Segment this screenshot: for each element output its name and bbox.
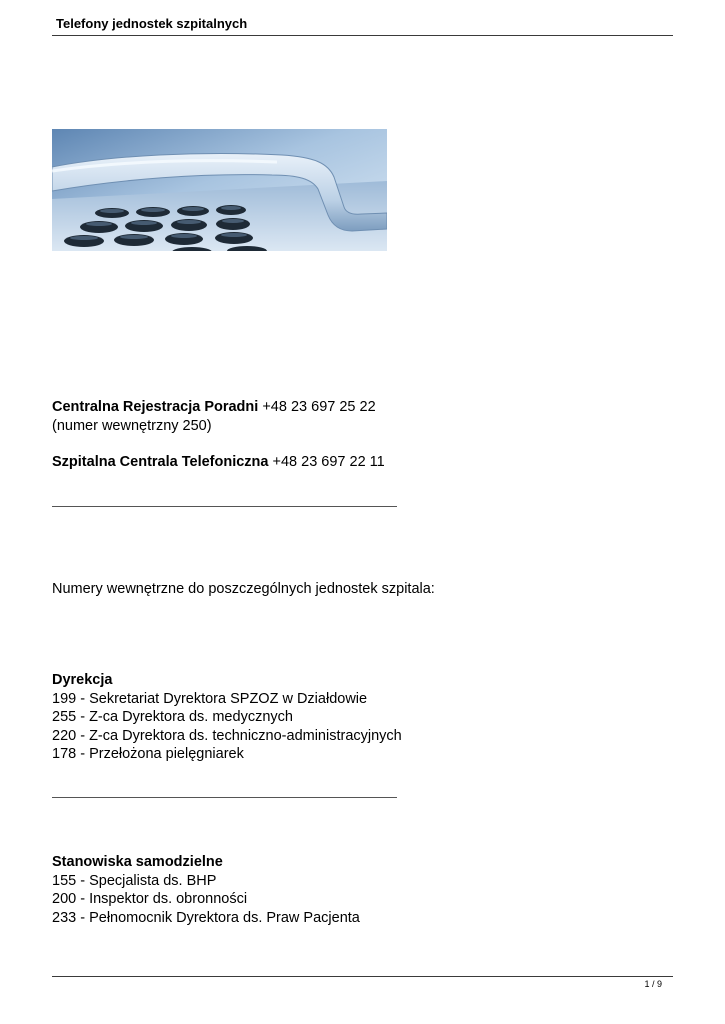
contact-switchboard bbox=[52, 453, 385, 472]
registration-phone: +48 23 697 25 22 bbox=[262, 399, 376, 415]
header-divider bbox=[52, 35, 673, 36]
switchboard-name: Szpitalna Centrala Telefoniczna bbox=[52, 454, 269, 470]
registration-name: Centralna Rejestracja Poradni bbox=[52, 399, 259, 415]
list-item: 200 - Inspektor ds. obronności bbox=[52, 891, 248, 907]
footer-divider bbox=[52, 976, 673, 977]
section-heading: Stanowiska samodzielne bbox=[52, 854, 223, 870]
registration-line bbox=[52, 398, 376, 417]
section-stanowiska bbox=[52, 853, 360, 927]
switchboard-phone: +48 23 697 22 11 bbox=[272, 454, 385, 470]
telephone-keypad-photo bbox=[52, 129, 387, 251]
list-item: 155 - Specjalista ds. BHP bbox=[52, 872, 217, 889]
page-number: 1 / 9 bbox=[644, 979, 662, 989]
list-item: 178 - Przełożona pielęgniarek bbox=[52, 746, 244, 762]
switchboard-line bbox=[52, 453, 385, 472]
page-title: Telefony jednostek szpitalnych bbox=[56, 16, 248, 31]
intro-text: Numery wewnętrzne do poszczególnych jednostek szpitala: bbox=[52, 581, 435, 597]
list-item: 199 - Sekretariat Dyrektora SPZOZ w Działdowie bbox=[52, 690, 368, 707]
list-item: 220 - Z-ca Dyrektora ds. techniczno-administracyjnych bbox=[52, 727, 402, 744]
section-divider bbox=[52, 506, 397, 507]
list-item: 233 - Pełnomocnik Dyrektora ds. Praw Pacjenta bbox=[52, 909, 360, 926]
section-heading: Dyrekcja bbox=[52, 672, 113, 688]
list-item: 255 - Z-ca Dyrektora ds. medycznych bbox=[52, 709, 293, 725]
registration-note: (numer wewnętrzny 250) bbox=[52, 417, 212, 434]
section-dyrekcja bbox=[52, 671, 402, 764]
contact-registration bbox=[52, 398, 376, 435]
section-divider bbox=[52, 797, 397, 798]
